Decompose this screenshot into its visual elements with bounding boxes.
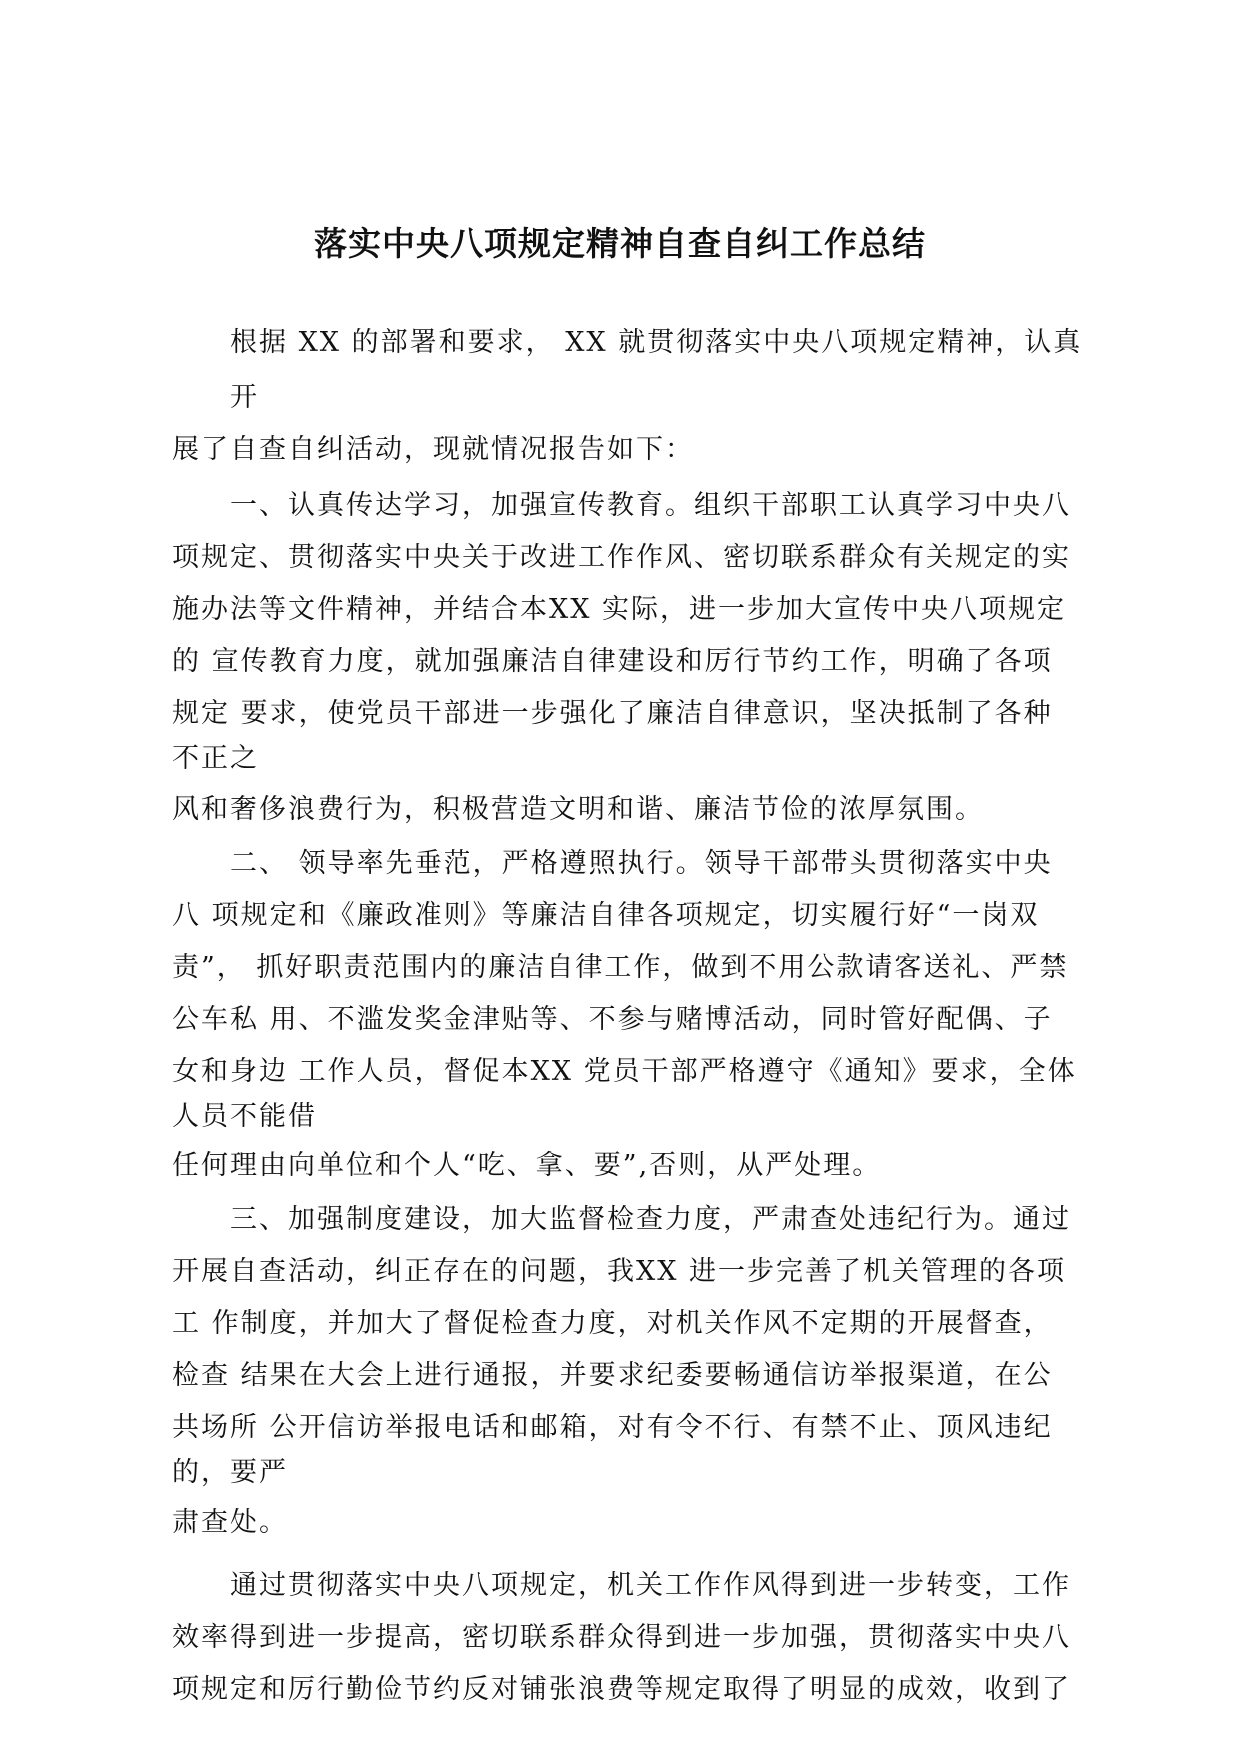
text-line: 项规定和厉行勤俭节约反对铺张浪费等规定取得了明显的成效，收到了 <box>172 1674 1071 1705</box>
text-line: 共场所 公开信访举报电话和邮箱，对有令不行、有禁不止、顶风违纪 <box>172 1412 1053 1443</box>
text-line: 人员不能借 <box>172 1101 317 1132</box>
text-line: 风和奢侈浪费行为，积极营造文明和谐、廉洁节俭的浓厚氛围。 <box>172 794 984 825</box>
text-line: 项规定、贯彻落实中央关于改进工作作风、密切联系群众有关规定的实 <box>172 542 1071 573</box>
text-line: 女和身边 工作人员，督促本XX 党员干部严格遵守《通知》要求，全体 <box>172 1056 1077 1087</box>
text-line: 工 作制度，并加大了督促检查力度，对机关作风不定期的开展督查， <box>172 1308 1053 1339</box>
document-title: 落实中央八项规定精神自查自纠工作总结 <box>314 224 926 263</box>
text-line: 规定 要求，使党员干部进一步强化了廉洁自律意识，坚决抵制了各种 <box>172 698 1053 729</box>
text-line: 展了自查自纠活动，现就情况报告如下： <box>172 434 694 465</box>
text-line: 三、加强制度建设，加大监督检查力度，严肃查处违纪行为。通过 <box>230 1204 1071 1235</box>
text-line: 的 宣传教育力度，就加强廉洁自律建设和厉行节约工作，明确了各项 <box>172 646 1053 677</box>
text-line: 根据 XX 的部署和要求， XX 就贯彻落实中央八项规定精神，认真 <box>230 327 1083 358</box>
text-line: 通过贯彻落实中央八项规定，机关工作作风得到进一步转变，工作 <box>230 1570 1071 1601</box>
text-line: 的，要严 <box>172 1457 288 1488</box>
text-line: 开展自查活动，纠正存在的问题，我XX 进一步完善了机关管理的各项 <box>172 1256 1067 1287</box>
text-line: 公车私 用、不滥发奖金津贴等、不参与赌博活动，同时管好配偶、子 <box>172 1004 1053 1035</box>
text-line: 检查 结果在大会上进行通报，并要求纪委要畅通信访举报渠道，在公 <box>172 1360 1053 1391</box>
text-line: 八 项规定和《廉政准则》等廉洁自律各项规定，切实履行好“一岗双 <box>172 900 1040 931</box>
text-line: 开 <box>230 382 259 413</box>
text-line: 效率得到进一步提高，密切联系群众得到进一步加强，贯彻落实中央八 <box>172 1622 1071 1653</box>
text-line: 任何理由向单位和个人“吃、拿、要”,否则，从严处理。 <box>172 1150 882 1181</box>
text-line: 责”， 抓好职责范围内的廉洁自律工作，做到不用公款请客送礼、严禁 <box>172 952 1069 983</box>
text-line: 一、认真传达学习，加强宣传教育。组织干部职工认真学习中央八 <box>230 490 1071 521</box>
text-line: 不正之 <box>172 743 259 774</box>
text-line: 二、 领导率先垂范，严格遵照执行。领导干部带头贯彻落实中央 <box>230 848 1053 879</box>
text-line: 施办法等文件精神，并结合本XX 实际，进一步加大宣传中央八项规定 <box>172 594 1067 625</box>
text-line: 肃查处。 <box>172 1507 288 1538</box>
